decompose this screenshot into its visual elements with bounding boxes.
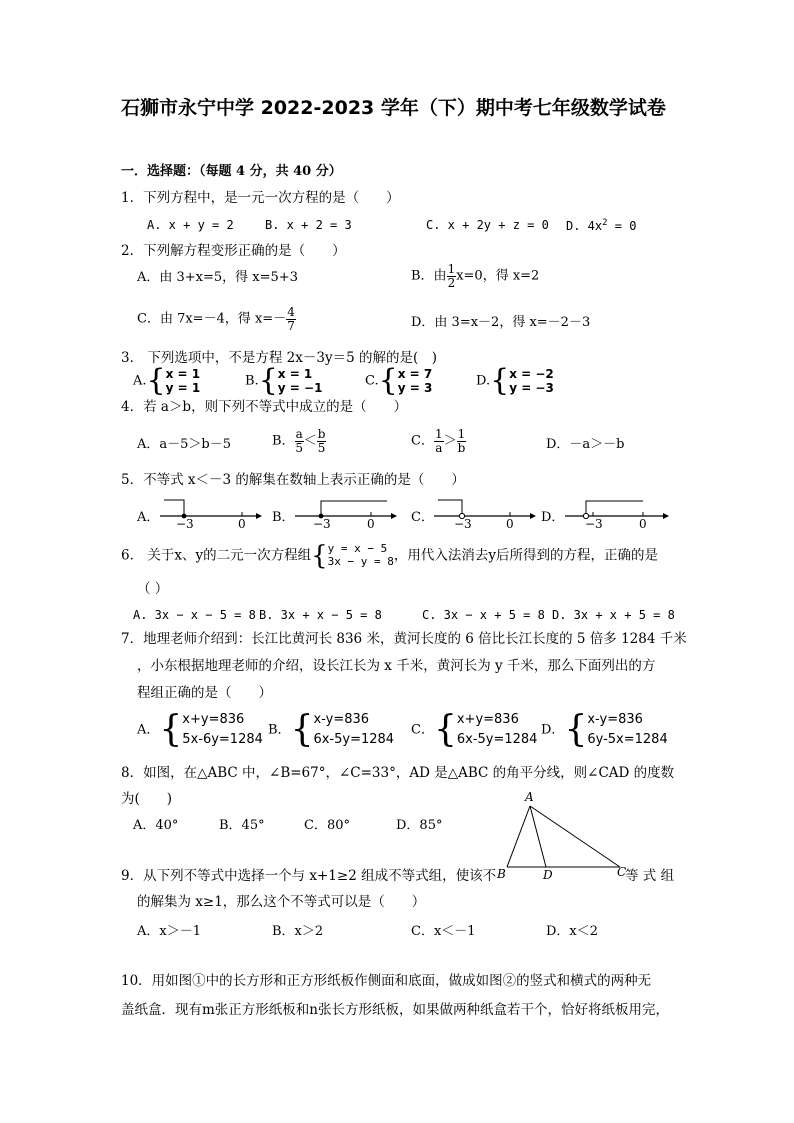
q4-option-b: B． $\frac{a}{5}$ ＜ $\frac{b}{5}$ <box>272 427 326 455</box>
q3-stem: 3． 下列选项中，不是方程 2x－3y＝5 的解的是( ) <box>121 350 438 366</box>
q5-option-d-label: D． <box>541 510 565 525</box>
q7-option-b: B．{ x-y=836 6x-5y=1284 <box>268 709 395 751</box>
q10-line1: 10．用如图①中的长方形和正方形纸板作侧面和底面，做成如图②的竖式和横式的两种无 <box>121 973 652 989</box>
q9-option-d: D．x＜2 <box>546 924 599 939</box>
tick-0: 0 <box>367 517 375 531</box>
tick-neg3: −3 <box>454 517 472 531</box>
vertex-label-d: D <box>543 868 553 882</box>
q3-option-c: C.{ x = 7 y = 3 <box>365 363 433 398</box>
q7-line1: 7．地理老师介绍到：长江比黄河长 836 米，黄河长度的 6 倍比长江长度的 5 倍多 1284 千米 <box>121 631 687 647</box>
vertex-label-a: A <box>525 790 534 804</box>
q8-option-c: C．80° <box>304 818 350 833</box>
q3-option-b: B.{ x = 1 y = −1 <box>245 363 323 398</box>
tick-0: 0 <box>506 517 514 531</box>
q3-option-a: A.{ x = 1 y = 1 <box>133 363 201 398</box>
q1-option-b: B. x + 2 = 3 <box>265 218 352 232</box>
tick-0: 0 <box>238 517 246 531</box>
q3-option-d: D.{ x = −2 y = −3 <box>476 363 554 398</box>
q4-option-a: A．a－5＞b－5 <box>137 437 232 452</box>
q6-paren: （ ） <box>137 581 169 597</box>
q2-option-c: C．由 7x=－4，得 x=－ $\frac{4}{7}$ <box>137 305 295 333</box>
q8-option-b: B．45° <box>219 818 265 833</box>
q6-option-a: A. 3x − x − 5 = 8 <box>133 608 256 622</box>
q5-numberline-c <box>434 497 534 533</box>
q4-option-d: D．－a＞－b <box>546 437 625 452</box>
q7-option-c: C．{ x+y=836 6x-5y=1284 <box>411 709 538 751</box>
q6-stem: 6． 关于x、y的二元一次方程组{ y = x − 5 3x − y = 8 ，用代入法消去y后所得到的方程，正确的是 <box>121 541 659 571</box>
q7-line2: ，小东根据地理老师的介绍，设长江长为 x 千米，黄河长为 y 千米，那么下面列出的方 <box>137 658 656 674</box>
q7-line3: 程组正确的是（ ） <box>137 685 272 701</box>
q5-option-b-label: B． <box>272 510 295 525</box>
q4-option-c: C． $\frac{1}{a}$ ＞ $\frac{1}{b}$ <box>411 427 466 455</box>
q5-option-c-label: C． <box>411 510 434 525</box>
q8-option-a: A．40° <box>133 818 179 833</box>
q9-option-c: C．x＜－1 <box>411 924 476 939</box>
q8-line2: 为( ) <box>121 791 173 807</box>
q1-stem: 1．下列方程中，是一元一次方程的是（ ） <box>121 190 400 206</box>
q1-option-c: C. x + 2y + z = 0 <box>426 218 549 232</box>
triangle-figure <box>495 790 635 884</box>
q10-line2: 盖纸盒．现有m张正方形纸板和n张长方形纸板，如果做两种纸盒若干个，恰好将纸板用完， <box>121 1002 669 1018</box>
vertex-label-b: B <box>497 867 506 881</box>
q1-option-d: D. $4x^2 = 0$ <box>566 218 637 233</box>
q9-line2: 的解集为 x≥1，那么这个不等式可以是（ ） <box>137 894 426 910</box>
q8-line1: 8．如图，在△ABC 中，∠B=67°，∠C=33°，AD 是△ABC 的角平分线，则∠CAD 的度数 <box>121 765 675 781</box>
exam-title: 石狮市永宁中学 2022-2023 学年（下）期中考七年级数学试卷 <box>121 97 666 119</box>
vertex-label-c: C <box>617 865 627 879</box>
tick-neg3: −3 <box>313 517 331 531</box>
q2-stem: 2．下列解方程变形正确的是（ ） <box>121 243 346 259</box>
tick-0: 0 <box>639 517 647 531</box>
q8-option-d: D．85° <box>396 818 443 833</box>
q7-option-a: A．{ x+y=836 5x-6y=1284 <box>137 709 263 751</box>
tick-neg3: −3 <box>585 517 603 531</box>
q2-option-a: A．由 3+x=5，得 x=5+3 <box>137 270 298 285</box>
q9-option-a: A．x＞－1 <box>137 924 201 939</box>
q6-option-d: D. 3x + x + 5 = 8 <box>552 608 675 622</box>
tick-neg3: −3 <box>176 517 194 531</box>
q2-option-d: D．由 3=x－2，得 x=－2－3 <box>411 315 591 330</box>
q6-option-c: C. 3x − x + 5 = 8 <box>422 608 545 622</box>
q5-numberline-b <box>295 497 395 533</box>
q1-option-a: A. x + y = 2 <box>147 218 234 232</box>
q7-option-d: D．{ x-y=836 6y-5x=1284 <box>541 709 668 751</box>
q5-option-a-label: A． <box>137 510 160 525</box>
q9-line1: 9．从下列不等式中选择一个与 x+1≥2 组成不等式组，使该不 <box>121 868 497 884</box>
q5-stem: 5．不等式 x＜－3 的解集在数轴上表示正确的是（ ） <box>121 472 465 488</box>
q4-stem: 4．若 a＞b，则下列不等式中成立的是（ ） <box>121 399 408 415</box>
section-heading: 一．选择题：（每题 4 分，共 40 分） <box>121 164 342 179</box>
q6-option-b: B. 3x + x − 5 = 8 <box>259 608 382 622</box>
q9-line1-end: 等 式 组 <box>625 868 675 884</box>
q5-numberline-a <box>160 497 260 533</box>
q2-option-b: B．由 $\frac{1}{2}$ x=0，得 x=2 <box>411 262 540 290</box>
q5-numberline-d <box>565 497 669 533</box>
q9-option-b: B．x＞2 <box>272 924 324 939</box>
